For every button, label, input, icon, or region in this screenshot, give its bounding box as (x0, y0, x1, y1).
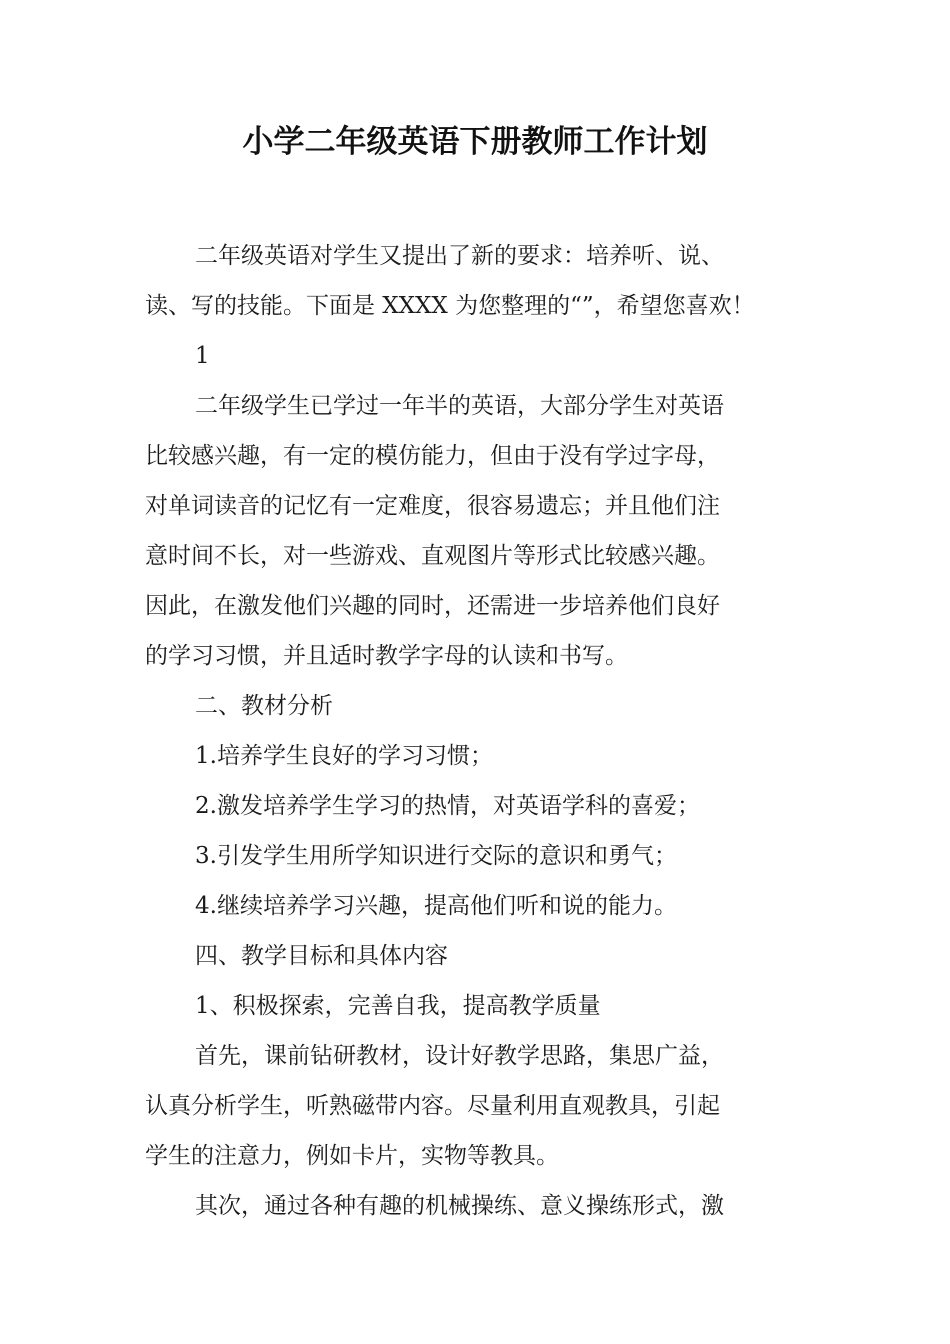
text-line: 读、写的技能。下面是 XXXX 为您整理的“”，希望您喜欢！ (145, 293, 755, 319)
document-body (145, 231, 805, 1231)
text-line: 对单词读音的记忆有一定难度，很容易遗忘；并且他们注 (145, 493, 720, 519)
text-line: 二、教材分析 (195, 693, 333, 719)
text-line: 认真分析学生，听熟磁带内容。尽量利用直观教具，引起 (145, 1093, 720, 1119)
text-line: 学生的注意力，例如卡片，实物等教具。 (145, 1143, 559, 1169)
text-line: 四、教学目标和具体内容 (195, 943, 448, 969)
text-line: 首先，课前钻研教材，设计好教学思路，集思广益， (195, 1043, 724, 1069)
text-line: 的学习习惯，并且适时教学字母的认读和书写。 (145, 643, 628, 669)
text-line: 二年级英语对学生又提出了新的要求：培养听、说、 (195, 243, 724, 269)
document-title: 小学二年级英语下册教师工作计划 (242, 124, 708, 160)
text-line: 其次，通过各种有趣的机械操练、意义操练形式，激 (195, 1193, 724, 1219)
text-line: 比较感兴趣，有一定的模仿能力，但由于没有学过字母， (145, 443, 720, 469)
text-line: 二年级学生已学过一年半的英语，大部分学生对英语 (195, 393, 724, 419)
text-line: 1 (195, 343, 210, 369)
text-line: 1、积极探索，完善自我，提高教学质量 (195, 993, 601, 1019)
text-line: 意时间不长，对一些游戏、直观图片等形式比较感兴趣。 (145, 543, 720, 569)
text-line: 1.培养学生良好的学习习惯； (195, 743, 493, 769)
text-line: 2.激发培养学生学习的热情，对英语学科的喜爱； (195, 793, 700, 819)
text-line: 4.继续培养学习兴趣，提高他们听和说的能力。 (195, 893, 677, 919)
text-line: 因此，在激发他们兴趣的同时，还需进一步培养他们良好 (145, 593, 720, 619)
text-line: 3.引发学生用所学知识进行交际的意识和勇气； (195, 843, 677, 869)
